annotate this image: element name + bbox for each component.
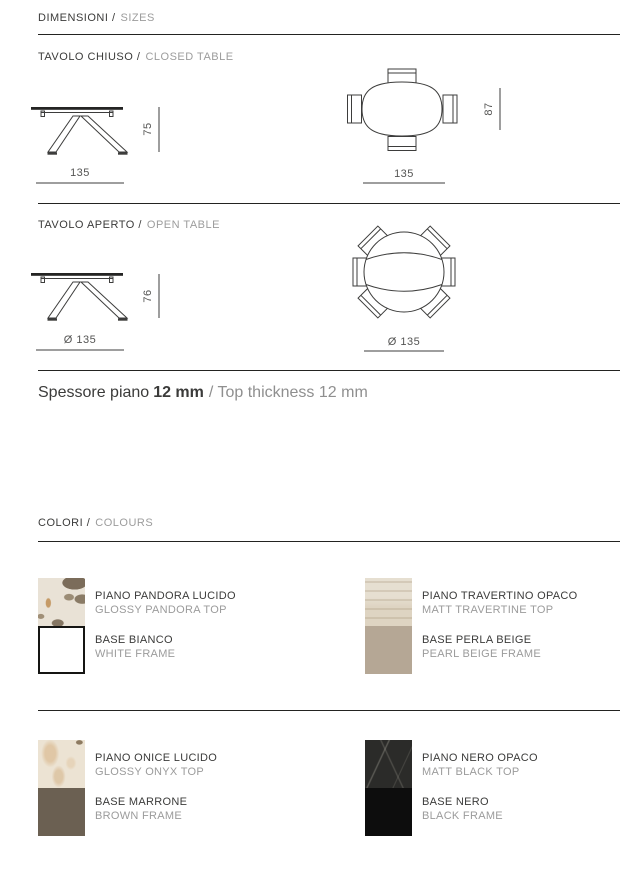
top-finish-labels (422, 589, 578, 617)
colour-option-travertino-perla (365, 578, 638, 674)
base-finish-swatch (365, 626, 412, 674)
base-finish-labels (95, 633, 175, 661)
base-finish-name-it: BASE BIANCO (95, 634, 173, 646)
base-finish-name-it: BASE MARRONE (95, 796, 188, 808)
section-label-closed-table (38, 51, 234, 63)
base-finish-name-en: BROWN FRAME (95, 810, 183, 822)
open-top-width-label: Ø 135 (387, 336, 421, 348)
top-finish-labels (422, 751, 538, 779)
depth-dimension (483, 88, 500, 130)
top-finish-swatch (365, 578, 412, 626)
section-title-dimensions-it: DIMENSIONI / (38, 12, 116, 24)
top-finish-name-en: MATT TRAVERTINE TOP (422, 604, 554, 616)
base-finish-swatch (38, 626, 85, 674)
height-dimension (142, 274, 159, 318)
width-dimension (363, 168, 445, 183)
top-finish-labels (95, 751, 217, 779)
top-thickness-note (38, 384, 368, 402)
top-finish-swatch (38, 578, 85, 626)
top-finish-labels (95, 589, 236, 617)
base-finish-labels (422, 795, 503, 823)
base-finish-name-en: WHITE FRAME (95, 648, 176, 660)
top-finish-name-en: GLOSSY ONYX TOP (95, 766, 205, 778)
closed-side-width-label: 135 (70, 167, 90, 179)
base-finish-labels (95, 795, 187, 823)
closed-top-width-label: 135 (394, 168, 414, 180)
table-side-drawing (31, 107, 128, 154)
table-top-shape (362, 82, 442, 136)
closed-side-height-label: 75 (142, 122, 154, 136)
top-finish-name-en: GLOSSY PANDORA TOP (95, 604, 227, 616)
divider-colours (38, 541, 620, 542)
open-table-side-view (28, 260, 168, 360)
closed-table-top-view (330, 62, 510, 190)
base-finish-name-it: BASE NERO (422, 796, 489, 808)
colour-option-pandora-bianco (38, 578, 330, 674)
closed-table-label-it: TAVOLO CHIUSO / (38, 51, 141, 63)
open-side-height-label: 76 (142, 289, 154, 303)
open-table-top-view (330, 215, 510, 360)
base-finish-name-en: BLACK FRAME (422, 810, 503, 822)
section-title-colours-it: COLORI / (38, 517, 91, 529)
thickness-label-en: / Top thickness 12 mm (208, 384, 368, 401)
top-finish-swatch (365, 740, 412, 788)
colour-option-nero-nero (365, 740, 638, 836)
open-side-width-label: Ø 135 (63, 334, 97, 346)
section-label-open-table (38, 219, 220, 231)
section-title-colours-en: COLOURS (95, 517, 154, 529)
section-title-dimensions-en: SIZES (120, 12, 155, 24)
base-finish-name-en: PEARL BEIGE FRAME (422, 648, 541, 660)
thickness-label-it: Spessore piano (38, 384, 150, 401)
closed-table-side-view (28, 95, 168, 195)
open-table-label-en: OPEN TABLE (146, 219, 220, 231)
open-table-label-it: TAVOLO APERTO / (38, 219, 142, 231)
top-finish-name-it: PIANO PANDORA LUCIDO (95, 590, 236, 602)
table-top-shape (364, 232, 444, 312)
divider-top (38, 34, 620, 35)
closed-table-label-en: CLOSED TABLE (145, 51, 234, 63)
section-title-colours (38, 517, 153, 529)
width-dimension (36, 167, 124, 183)
top-finish-name-it: PIANO ONICE LUCIDO (95, 752, 218, 764)
colour-option-onice-marrone (38, 740, 330, 836)
divider-open-thickness (38, 370, 620, 371)
top-finish-name-it: PIANO NERO OPACO (422, 752, 538, 764)
divider-colour-rows (38, 710, 620, 711)
table-side-drawing (31, 273, 128, 320)
base-finish-swatch (365, 788, 412, 836)
closed-top-depth-label: 87 (483, 102, 495, 116)
base-finish-swatch (38, 788, 85, 836)
base-finish-labels (422, 633, 541, 661)
top-finish-swatch (38, 740, 85, 788)
top-finish-name-en: MATT BLACK TOP (422, 766, 520, 778)
thickness-value: 12 mm (153, 384, 204, 401)
width-dimension (364, 336, 444, 351)
section-title-dimensions (38, 12, 155, 24)
height-dimension (142, 107, 159, 152)
divider-closed-open (38, 203, 620, 204)
top-finish-name-it: PIANO TRAVERTINO OPACO (422, 590, 578, 602)
width-dimension (36, 334, 124, 350)
base-finish-name-it: BASE PERLA BEIGE (422, 634, 532, 646)
